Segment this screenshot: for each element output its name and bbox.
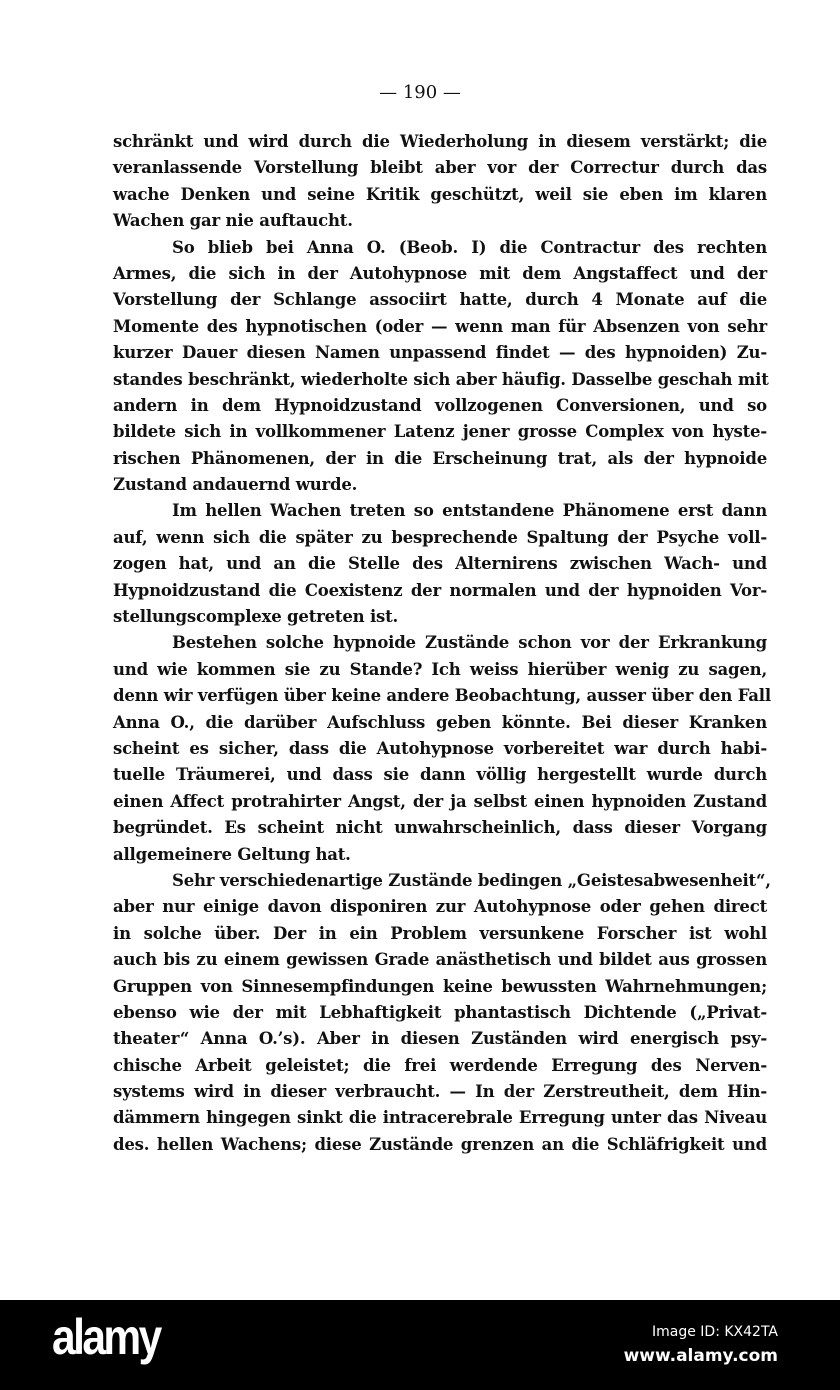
text-line: in solche über. Der in ein Problem versunkene Forscher ist wohl <box>113 923 767 943</box>
text-line: auch bis zu einem gewissen Grade anästhetisch und bildet aus grossen <box>113 950 767 970</box>
text-line: theater“ Anna O.’s). Aber in diesen Zuständen wird energisch psy- <box>113 1029 767 1049</box>
text-line: stellungscomplexe getreten ist. <box>113 607 399 627</box>
text-line: und wie kommen sie zu Stande? Ich weiss hierüber wenig zu sagen, <box>113 659 767 679</box>
text-line: Sehr verschiedenartige Zustände bedingen „Geistesabwesenheit“, <box>172 870 771 890</box>
watermark-bar <box>0 1300 840 1390</box>
text-line: scheint es sicher, dass die Autohypnose vorbereitet war durch habi- <box>113 738 767 758</box>
text-line: Im hellen Wachen treten so entstandene Phänomene erst dann <box>172 501 767 521</box>
text-line: Bestehen solche hypnoide Zustände schon vor der Erkrankung <box>172 633 767 653</box>
text-line: Momente des hypnotischen (oder — wenn man für Absenzen von sehr <box>113 316 767 336</box>
text-line: allgemeinere Geltung hat. <box>113 844 351 864</box>
text-line: Wachen gar nie auftaucht. <box>113 211 353 231</box>
text-line: systems wird in dieser verbraucht. — In der Zerstreutheit, dem Hin- <box>113 1082 767 1102</box>
text-line: wache Denken und seine Kritik geschützt, weil sie eben im klaren <box>113 184 767 204</box>
text-line: begründet. Es scheint nicht unwahrscheinlich, dass dieser Vorgang <box>113 818 767 838</box>
text-line: schränkt und wird durch die Wiederholung in diesem verstärkt; die <box>113 132 767 151</box>
text-line: Vorstellung der Schlange associirt hatte, durch 4 Monate auf die <box>113 290 767 310</box>
text-line: andern in dem Hypnoidzustand vollzogenen Conversionen, und so <box>113 395 767 415</box>
text-line: Zustand andauernd wurde. <box>113 475 358 495</box>
text-line: Armes, die sich in der Autohypnose mit dem Angstaffect und der <box>113 263 767 283</box>
text-line: aber nur einige davon disponiren zur Autohypnose oder gehen direct <box>113 897 767 917</box>
text-line: Gruppen von Sinnesempfindungen keine bewussten Wahrnehmungen; <box>113 976 767 996</box>
text-line: Hypnoidzustand die Coexistenz der normalen und der hypnoiden Vor- <box>113 580 767 600</box>
text-line: tuelle Träumerei, und dass sie dann völlig hergestellt wurde durch <box>113 765 767 785</box>
text-line: standes beschränkt, wiederholte sich aber häufig. Dasselbe geschah mit <box>113 369 769 389</box>
alamy-logo: alamy <box>52 1309 160 1365</box>
text-line: des. hellen Wachens; diese Zustände grenzen an die Schläfrigkeit und <box>113 1134 767 1154</box>
text-line: einen Affect protrahirter Angst, der ja selbst einen hypnoiden Zustand <box>113 791 767 811</box>
text-line: dämmern hingegen sinkt die intracerebrale Erregung unter das Niveau <box>113 1108 767 1128</box>
page-number: — 190 — <box>379 82 461 103</box>
text-line: veranlassende Vorstellung bleibt aber vor der Correctur durch das <box>113 158 767 178</box>
text-line: zogen hat, und an die Stelle des Alternirens zwischen Wach- und <box>113 554 767 574</box>
text-line: kurzer Dauer diesen Namen unpassend findet — des hypnoiden) Zu- <box>113 343 767 363</box>
text-line: chische Arbeit geleistet; die frei werdende Erregung des Nerven- <box>113 1055 767 1075</box>
body-text <box>113 129 771 1158</box>
text-line: bildete sich in vollkommener Latenz jener grosse Complex von hyste- <box>113 422 767 442</box>
site-url: www.alamy.com <box>623 1346 778 1366</box>
text-line: So blieb bei Anna O. (Beob. I) die Contractur des rechten <box>172 237 767 257</box>
text-line: ebenso wie der mit Lebhaftigkeit phantastisch Dichtende („Privat- <box>113 1002 767 1022</box>
text-line: Anna O., die darüber Aufschluss geben könnte. Bei dieser Kranken <box>113 712 767 732</box>
text-line: auf, wenn sich die später zu besprechende Spaltung der Psyche voll- <box>113 527 767 547</box>
text-line: denn wir verfügen über keine andere Beobachtung, ausser über den Fall <box>113 686 771 706</box>
image-id-label: Image ID: KX42TA <box>652 1324 778 1340</box>
text-line: rischen Phänomenen, der in die Erscheinung trat, als der hypnoide <box>113 448 767 468</box>
